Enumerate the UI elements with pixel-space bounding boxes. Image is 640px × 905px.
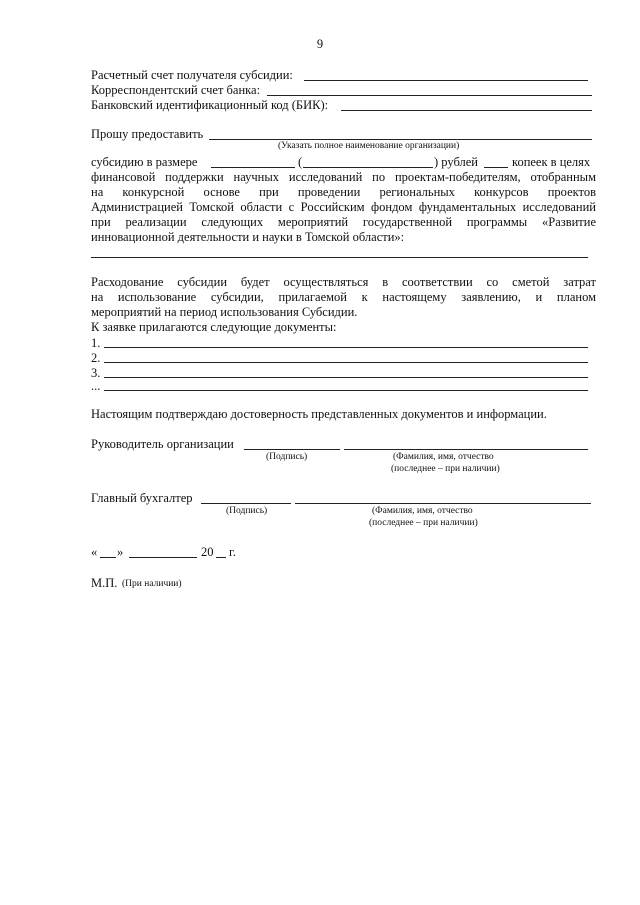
head-name-field[interactable] [344, 449, 588, 450]
expenses-line-2: на использование субсидии, прилагаемой к настоящему заявлению, и планом [91, 290, 596, 304]
amount-words-field[interactable] [303, 167, 433, 168]
accountant-label: Главный бухгалтер [91, 491, 193, 505]
head-name-hint-2: (последнее – при наличии) [391, 464, 500, 474]
expenses-line-3: мероприятий на период использования Субсидии. [91, 305, 358, 319]
head-label: Руководитель организации [91, 437, 234, 451]
date-year-suffix: г. [229, 545, 236, 559]
date-year-field[interactable] [216, 557, 226, 558]
request-label: Прошу предоставить [91, 127, 204, 141]
expenses-line-1: Расходование субсидии будет осуществляться в соответствии со сметой затрат [91, 275, 596, 289]
request-line-4: Администрацией Томской области с Российским фондом фундаментальных исследований [91, 200, 596, 214]
request-line-2: финансовой поддержки научных исследований по проектам-победителям, отобранным [91, 170, 596, 184]
page-number: 9 [316, 37, 324, 51]
account-field[interactable] [304, 80, 588, 81]
attachment-number: 3. [91, 366, 101, 380]
accountant-name-hint: (Фамилия, имя, отчество [372, 506, 473, 516]
attachment-number: ... [91, 379, 101, 393]
accountant-signature-hint: (Подпись) [226, 506, 268, 516]
attachment-field[interactable] [104, 390, 588, 391]
head-signature-hint: (Подпись) [266, 452, 308, 462]
amount-prefix: субсидию в размере [91, 155, 198, 169]
org-name-hint: (Указать полное наименование организации) [278, 141, 460, 151]
head-signature-field[interactable] [244, 449, 340, 450]
amount-numeric-field[interactable] [211, 167, 295, 168]
date-day-field[interactable] [100, 557, 116, 558]
attachment-field[interactable] [104, 347, 588, 348]
date-open-quote: « [91, 545, 98, 559]
date-year-prefix: 20 [201, 545, 214, 559]
amount-rubles: ) рублей [434, 155, 478, 169]
corr-account-label: Корреспондентский счет банка: [91, 83, 261, 97]
attachment-field[interactable] [104, 362, 588, 363]
attachments-intro: К заявке прилагаются следующие документы: [91, 320, 337, 334]
accountant-signature-field[interactable] [201, 503, 291, 504]
confirmation-text: Настоящим подтверждаю достоверность представленных документов и информации. [91, 407, 547, 421]
amount-kopeks-label: копеек в целях [512, 155, 591, 169]
amount-open-paren: ( [298, 155, 303, 169]
attachment-field[interactable] [104, 377, 588, 378]
request-line-5: при реализации следующих мероприятий государственной программы «Развитие [91, 215, 596, 229]
request-line-3: на конкурсной основе при проведении региональных конкурсов проектов [91, 185, 596, 199]
bik-label: Банковский идентификационный код (БИК): [91, 98, 329, 112]
attachment-number: 2. [91, 351, 101, 365]
request-line-6: инновационной деятельности и науки в Томской области»: [91, 230, 405, 244]
stamp-label: М.П. [91, 576, 118, 590]
stamp-hint: (При наличии) [122, 579, 182, 589]
head-name-hint: (Фамилия, имя, отчество [393, 452, 494, 462]
kopeks-field[interactable] [484, 167, 508, 168]
org-name-field[interactable] [209, 139, 592, 140]
bik-field[interactable] [341, 110, 592, 111]
date-month-field[interactable] [129, 557, 197, 558]
accountant-name-hint-2: (последнее – при наличии) [369, 518, 478, 528]
activities-field[interactable] [91, 257, 588, 258]
corr-account-field[interactable] [267, 95, 592, 96]
accountant-name-field[interactable] [295, 503, 591, 504]
account-label: Расчетный счет получателя субсидии: [91, 68, 293, 82]
attachment-number: 1. [91, 336, 101, 350]
date-close-quote: » [117, 545, 124, 559]
